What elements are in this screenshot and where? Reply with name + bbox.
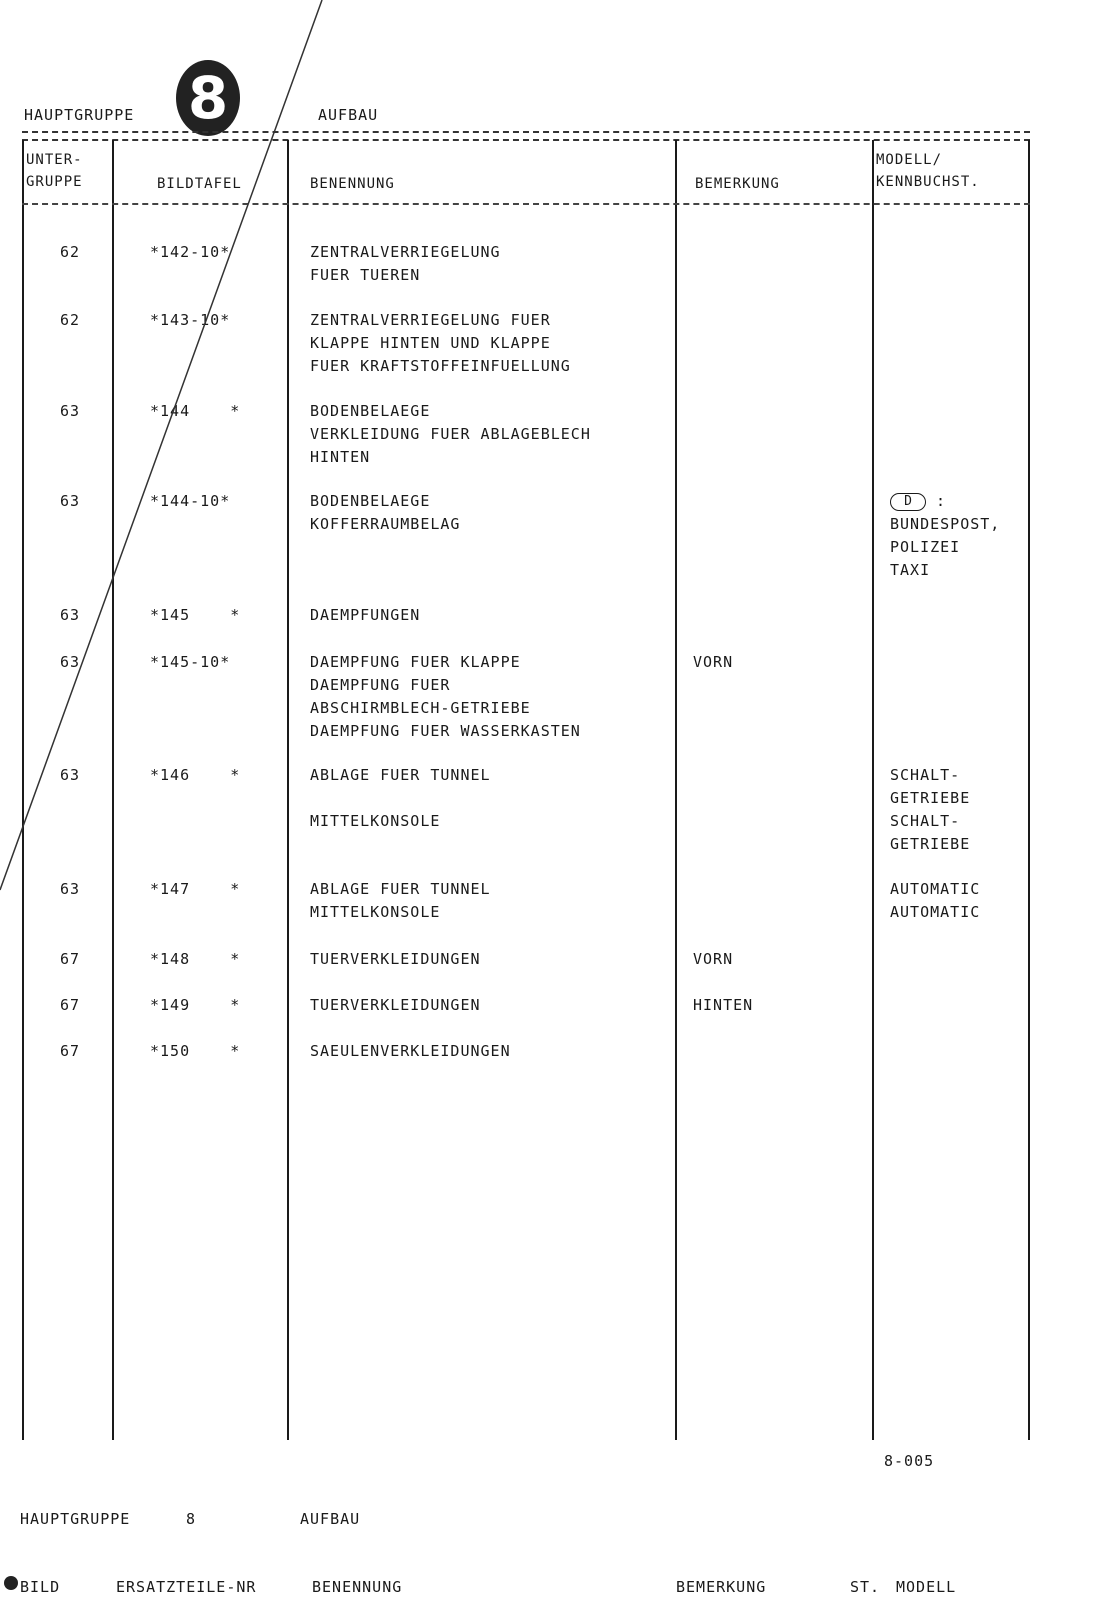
- row-bildtafel: *149 *: [150, 996, 241, 1014]
- modell-line: GETRIEBE: [890, 835, 971, 853]
- benennung-line: HINTEN: [310, 448, 371, 466]
- row-bildtafel: *150 *: [150, 1042, 241, 1060]
- row-gruppe: 63: [60, 606, 81, 624]
- benennung-line: MITTELKONSOLE: [310, 812, 441, 830]
- page-number: 8-005: [884, 1452, 935, 1470]
- next-page-col-ersatzteile: ERSATZTEILE-NR: [116, 1578, 257, 1596]
- benennung-line: DAEMPFUNG FUER KLAPPE: [310, 653, 521, 671]
- row-gruppe: 63: [60, 402, 81, 420]
- benennung-line: BODENBELAEGE: [310, 402, 431, 420]
- next-page-hauptgruppe-number: 8: [186, 1510, 197, 1528]
- next-page-title: AUFBAU: [300, 1510, 361, 1528]
- benennung-line: DAEMPFUNGEN: [310, 606, 421, 624]
- next-page-col-modell: MODELL: [896, 1578, 957, 1596]
- next-page-col-st: ST.: [850, 1578, 881, 1596]
- modell-line: BUNDESPOST,: [890, 515, 1001, 533]
- next-page-col-benennung: BENENNUNG: [312, 1578, 403, 1596]
- col-header-bemerkung: BEMERKUNG: [695, 176, 780, 192]
- benennung-line: ABLAGE FUER TUNNEL: [310, 880, 491, 898]
- row-gruppe: 67: [60, 1042, 81, 1060]
- row-gruppe: 67: [60, 950, 81, 968]
- page-title: AUFBAU: [318, 106, 379, 124]
- hauptgruppe-label: HAUPTGRUPPE: [24, 106, 135, 124]
- benennung-line: MITTELKONSOLE: [310, 903, 441, 921]
- row-bildtafel: *148 *: [150, 950, 241, 968]
- modell-line: POLIZEI: [890, 538, 961, 556]
- row-bildtafel: *143-10*: [150, 311, 231, 329]
- benennung-line: KOFFERRAUMBELAG: [310, 515, 461, 533]
- row-bildtafel: *146 *: [150, 766, 241, 784]
- benennung-line: KLAPPE HINTEN UND KLAPPE: [310, 334, 551, 352]
- modell-line: SCHALT-: [890, 812, 961, 830]
- next-page-hauptgruppe-label: HAUPTGRUPPE: [20, 1510, 131, 1528]
- modell-line: AUTOMATIC: [890, 903, 981, 921]
- row-gruppe: 67: [60, 996, 81, 1014]
- next-page-col-bild: BILD: [20, 1578, 61, 1596]
- row-bildtafel: *145-10*: [150, 653, 231, 671]
- modell-line: SCHALT-: [890, 766, 961, 784]
- row-bildtafel: *147 *: [150, 880, 241, 898]
- modell-line: GETRIEBE: [890, 789, 971, 807]
- benennung-line: BODENBELAEGE: [310, 492, 431, 510]
- hauptgruppe-number: 8: [176, 60, 240, 136]
- row-bildtafel: *145 *: [150, 606, 241, 624]
- benennung-line: VERKLEIDUNG FUER ABLAGEBLECH: [310, 425, 591, 443]
- benennung-line: SAEULENVERKLEIDUNGEN: [310, 1042, 511, 1060]
- benennung-line: TUERVERKLEIDUNGEN: [310, 996, 481, 1014]
- row-bildtafel: *142-10*: [150, 243, 231, 261]
- modell-code-badge: D: [890, 493, 926, 511]
- row-bildtafel: *144-10*: [150, 492, 231, 510]
- benennung-line: ZENTRALVERRIEGELUNG FUER: [310, 311, 551, 329]
- row-bemerkung: VORN: [693, 950, 734, 968]
- row-bildtafel: *144 *: [150, 402, 241, 420]
- benennung-line: TUERVERKLEIDUNGEN: [310, 950, 481, 968]
- row-gruppe: 62: [60, 311, 81, 329]
- col-header-modell-line2: KENNBUCHST.: [876, 174, 980, 190]
- benennung-line: ABLAGE FUER TUNNEL: [310, 766, 491, 784]
- col-header-benennung: BENENNUNG: [310, 176, 395, 192]
- benennung-line: DAEMPFUNG FUER: [310, 676, 451, 694]
- col-header-untergruppe-line1: UNTER-: [26, 152, 83, 168]
- row-gruppe: 63: [60, 766, 81, 784]
- next-page-badge: [4, 1576, 18, 1590]
- modell-line: TAXI: [890, 561, 931, 579]
- row-gruppe: 63: [60, 492, 81, 510]
- benennung-line: FUER TUEREN: [310, 266, 421, 284]
- row-gruppe: 63: [60, 880, 81, 898]
- col-header-bildtafel: BILDTAFEL: [157, 176, 242, 192]
- next-page-col-bemerkung: BEMERKUNG: [676, 1578, 767, 1596]
- row-gruppe: 62: [60, 243, 81, 261]
- benennung-line: ABSCHIRMBLECH-GETRIEBE: [310, 699, 531, 717]
- row-bemerkung: VORN: [693, 653, 734, 671]
- col-header-untergruppe-line2: GRUPPE: [26, 174, 83, 190]
- benennung-line: FUER KRAFTSTOFFEINFUELLUNG: [310, 357, 571, 375]
- modell-colon: :: [936, 492, 947, 510]
- row-bemerkung: HINTEN: [693, 996, 754, 1014]
- modell-line: AUTOMATIC: [890, 880, 981, 898]
- col-header-modell-line1: MODELL/: [876, 152, 943, 168]
- row-gruppe: 63: [60, 653, 81, 671]
- benennung-line: ZENTRALVERRIEGELUNG: [310, 243, 501, 261]
- benennung-line: DAEMPFUNG FUER WASSERKASTEN: [310, 722, 581, 740]
